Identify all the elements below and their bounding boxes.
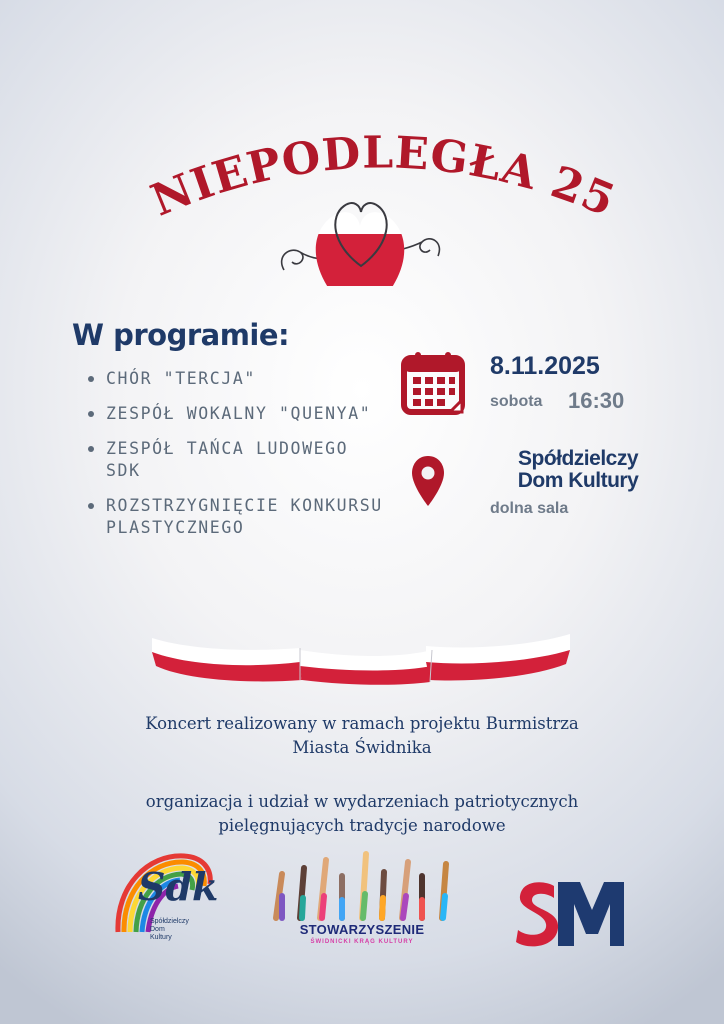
sm-logo-text <box>626 880 627 881</box>
location-pin-icon <box>410 454 446 508</box>
ribbon-banner-icon <box>150 628 574 688</box>
project-info-line-1: Koncert realizowany w ramach projektu Burmistrza <box>145 714 579 733</box>
program-item-dance: ZESPÓŁ TAŃCA LUDOWEGO SDK <box>88 438 388 482</box>
raised-hands-icon <box>262 846 462 922</box>
sm-logo <box>514 880 626 948</box>
sdk-caption-line-2: Dom <box>150 926 165 933</box>
program-heading: W programie: <box>72 318 290 352</box>
project-info <box>40 712 684 760</box>
program-item-contest: ROZSTRZYGNIĘCIE KONKURSU PLASTYCZNEGO <box>88 495 388 539</box>
association-logo <box>262 846 462 956</box>
program-list <box>88 368 388 552</box>
venue-line-2: Dom Kultury <box>517 469 639 492</box>
association-name: STOWARZYSZENIE <box>299 922 425 937</box>
venue-line-1: Spółdzielczy <box>517 447 639 470</box>
sdk-caption <box>150 918 189 942</box>
program-item-choir: CHÓR "TERCJA" <box>88 368 388 390</box>
sdk-caption-line-1: Spółdzielczy <box>150 918 189 925</box>
program-item-vocal: ZESPÓŁ WOKALNY "QUENYA" <box>88 403 388 425</box>
title-text: NIEPODLEGŁA 25 <box>144 127 623 228</box>
sdk-logo <box>108 846 218 956</box>
sdk-caption-line-3: Kultury <box>150 934 172 941</box>
association-subtitle: ŚWIDNICKI KRĄG KULTURY <box>310 939 414 945</box>
sm-mark-icon <box>514 880 626 948</box>
heart-flag-icon <box>276 186 446 286</box>
project-info-line-2: Miasta Świdnika <box>292 738 432 757</box>
mission-info-line-2: pielęgnujących tradycje narodowe <box>218 816 506 835</box>
sdk-mark: Sdk <box>138 864 219 909</box>
event-weekday: sobota <box>490 393 543 410</box>
event-venue <box>478 448 678 492</box>
calendar-icon <box>400 350 468 418</box>
mission-info-line-1: organizacja i udział w wydarzeniach patriotycznych <box>145 792 579 811</box>
event-date: 8.11.2025 <box>490 352 600 380</box>
event-room: dolna sala <box>490 500 569 517</box>
event-time: 16:30 <box>568 388 625 413</box>
mission-info <box>40 790 684 838</box>
